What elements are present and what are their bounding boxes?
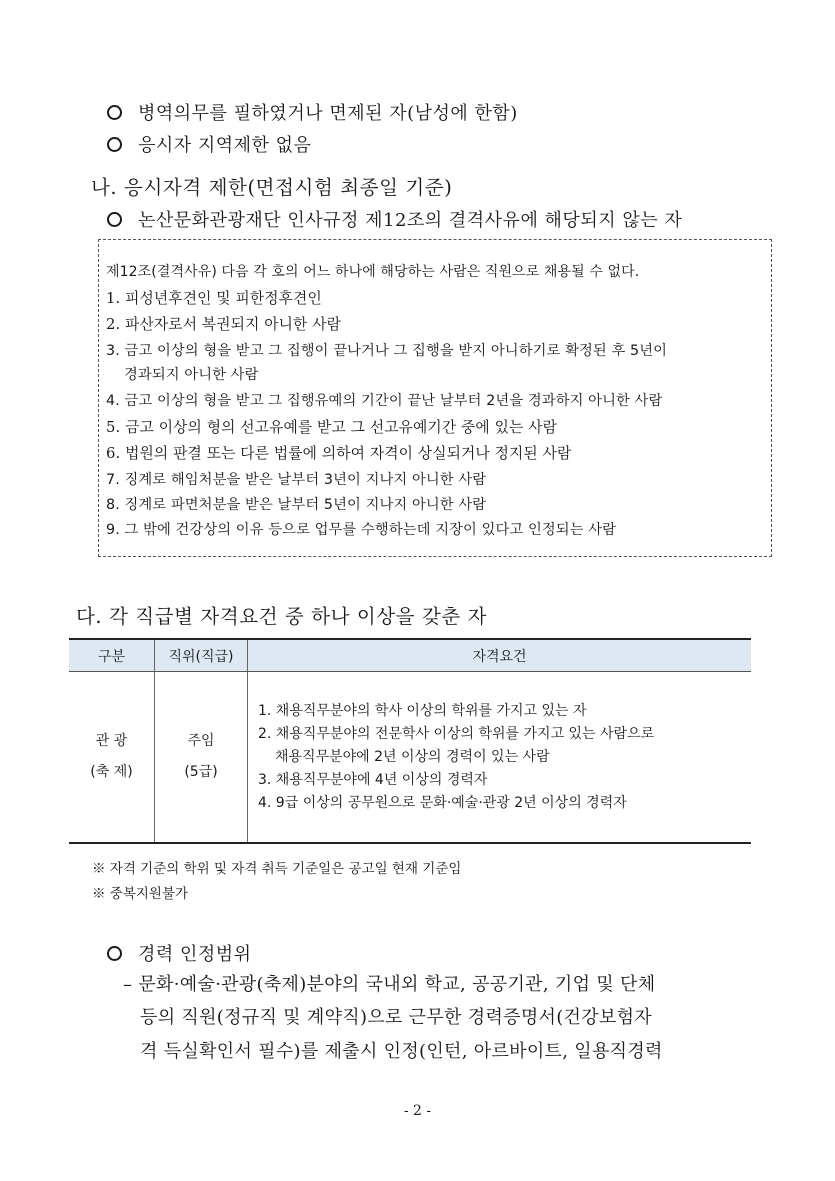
circle-bullet-icon (107, 105, 122, 120)
circle-bullet-icon (107, 946, 122, 961)
table-row (69, 672, 751, 844)
note-no-duplicate: ※ 중복지원불가 (92, 886, 189, 902)
header-qualifications: 자격요건 (248, 639, 752, 672)
list-item: 5. 금고 이상의 형의 선고유예를 받고 그 선고유예기간 중에 있는 사람 (106, 419, 557, 436)
experience-line: – 문화·예술·관광(축제)분야의 국내외 학교, 공공기관, 기업 및 단체 (123, 974, 656, 995)
list-item: 1. 채용직무분야의 학사 이상의 학위를 가지고 있는 자 (258, 702, 587, 719)
header-category: 구분 (69, 639, 155, 672)
section-da-title: 다. 각 직급별 자격요건 중 하나 이상을 갖춘 자 (76, 605, 488, 628)
list-item-continuation: 경과되지 아니한 사람 (124, 367, 259, 383)
position-cell: 주임 (5급) (155, 672, 248, 844)
list-item: 3. 금고 이상의 형을 받고 그 집행이 끝나거나 그 집행을 받지 아니하기로 확정된 후 5년이 (106, 343, 668, 359)
list-item-continuation: 채용직무분야에 2년 이상의 경력이 있는 사람 (275, 748, 550, 765)
experience-line: 격 득실확인서 필수)를 제출시 인정(인턴, 아르바이트, 일용직경력 (140, 1041, 663, 1062)
article-intro: 제12조(결격사유) 다음 각 호의 어느 하나에 해당하는 사람은 직원으로 채용될 수 없다. (106, 264, 640, 280)
experience-line: 등의 직원(정규직 및 계약직)으로 근무한 경력증명서(건강보험자 (140, 1007, 652, 1028)
page-number: - 2 - (403, 1103, 432, 1119)
experience-title: 경력 인정범위 (107, 940, 252, 966)
qualification-table (69, 638, 751, 844)
list-item: 2. 파산자로서 복권되지 아니한 사람 (106, 316, 342, 333)
section-na-title: 나. 응시자격 제한(면접시험 최종일 기준) (91, 176, 453, 199)
list-item: 6. 법원의 판결 또는 다른 법률에 의하여 자격이 상실되거나 정지된 사람 (106, 445, 572, 462)
category-cell: 관 광 (축 제) (69, 672, 155, 844)
disqualification-box (98, 239, 772, 557)
qualifications-cell (248, 672, 752, 844)
requirement-region: 응시자 지역제한 없음 (107, 131, 311, 157)
header-position: 직위(직급) (155, 639, 248, 672)
list-item: 9. 그 밖에 건강상의 이유 등으로 업무를 수행하는데 지장이 있다고 인정되는 사람 (106, 522, 617, 538)
list-item: 1. 피성년후견인 및 피한정후견인 (106, 290, 322, 307)
requirement-military: 병역의무를 필하였거나 면제된 자(남성에 한함) (107, 99, 518, 125)
list-item: 4. 9급 이상의 공무원으로 문화·예술·관광 2년 이상의 경력자 (258, 794, 627, 811)
note-criteria: ※ 자격 기준의 학위 및 자격 취득 기준일은 공고일 현재 기준임 (92, 861, 462, 877)
list-item: 2. 채용직무분야의 전문학사 이상의 학위를 가지고 있는 사람으로 (258, 725, 655, 742)
list-item: 7. 징계로 해임처분을 받은 날부터 3년이 지나지 아니한 사람 (106, 472, 487, 488)
section-na-rule: 논산문화관광재단 인사규정 제12조의 결격사유에 해당되지 않는 자 (107, 206, 682, 232)
circle-bullet-icon (107, 137, 122, 152)
list-item: 8. 징계로 파면처분을 받은 날부터 5년이 지나지 아니한 사람 (106, 497, 487, 513)
list-item: 4. 금고 이상의 형을 받고 그 집행유예의 기간이 끝난 날부터 2년을 경과하지 아니한 사람 (106, 393, 663, 409)
list-item: 3. 채용직무분야에 4년 이상의 경력자 (258, 771, 488, 788)
circle-bullet-icon (107, 212, 122, 227)
